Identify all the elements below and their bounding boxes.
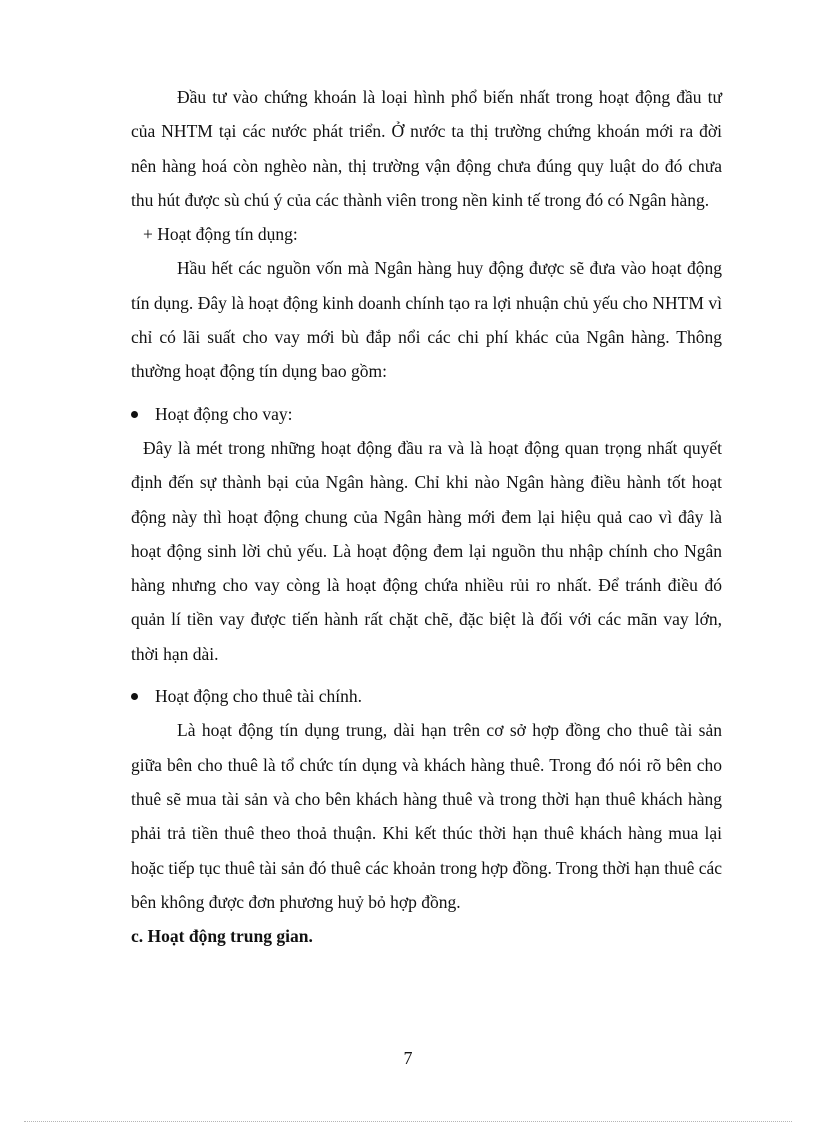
page-body (131, 80, 722, 953)
bullet-dot-icon (131, 411, 138, 418)
bullet-lending-label: Hoạt động cho vay: (155, 403, 293, 424)
heading-credit-activity: + Hoạt động tín dụng: (143, 224, 298, 245)
bullet-dot-icon (131, 693, 138, 700)
bullet-leasing-label: Hoạt động cho thuê tài chính. (155, 686, 363, 707)
page-number: 7 (403, 1048, 413, 1068)
bullet-leasing (131, 679, 722, 713)
paragraph-securities-investment: Đầu tư vào chứng khoán là loại hình phổ biến nhất trong hoạt động đầu tư của NHTM tại các nước phát triển. Ở nước ta thị trường chứng khoán mới ra đời nên hàng hoá còn nghèo nàn, thị trường vận động chưa đúng quy luật do đó chưa thu hút được sù chú ý của các thành viên trong nền kinh tế trong đó có Ngân hàng. (131, 87, 722, 210)
paragraph-credit-activity: Hầu hết các nguồn vốn mà Ngân hàng huy động được sẽ đưa vào hoạt động tín dụng. Đây là hoạt động kinh doanh chính tạo ra lợi nhuận chủ yếu cho NHTM vì chỉ có lãi suất cho vay mới bù đắp nổi các chi phí khác của Ngân hàng. Thông thường hoạt động tín dụng bao gồm: (131, 258, 722, 382)
page-bottom-divider (24, 1121, 792, 1122)
paragraph-lending: Đây là mét trong những hoạt động đầu ra và là hoạt động quan trọng nhất quyết định đến sự thành bại của Ngân hàng. Chỉ khi nào Ngân hàng điều hành tốt hoạt động này thì hoạt động chung của Ngân hàng mới đem lại hiệu quả cao vì đây là hoạt động sinh lời chủ yếu. Là hoạt động đem lại nguồn thu nhập chính cho Ngân hàng nhưng cho vay còng là hoạt động chứa nhiều rủi ro nhất. Để tránh điều đó quản lí tiền vay được tiến hành rất chặt chẽ, đặc biệt là đối với các mãn vay lớn, thời hạn dài. (131, 437, 722, 664)
paragraph-leasing: Là hoạt động tín dụng trung, dài hạn trên cơ sở hợp đồng cho thuê tài sản giữa bên cho thuê là tổ chức tín dụng và khách hàng thuê. Trong đó nói rõ bên cho thuê sẽ mua tài sản và cho bên khách hàng thuê và trong thời hạn thuê khách hàng phải trả tiền thuê theo thoả thuận. Khi kết thúc thời hạn thuê khách hàng mua lại hoặc tiếp tục thuê tài sản đó thuê các khoản trong hợp đồng. Trong thời hạn thuê các bên không được đơn phương huỷ bỏ hợp đồng. (131, 720, 723, 912)
bullet-lending (131, 397, 722, 431)
section-heading-intermediary: c. Hoạt động trung gian. (131, 926, 313, 947)
